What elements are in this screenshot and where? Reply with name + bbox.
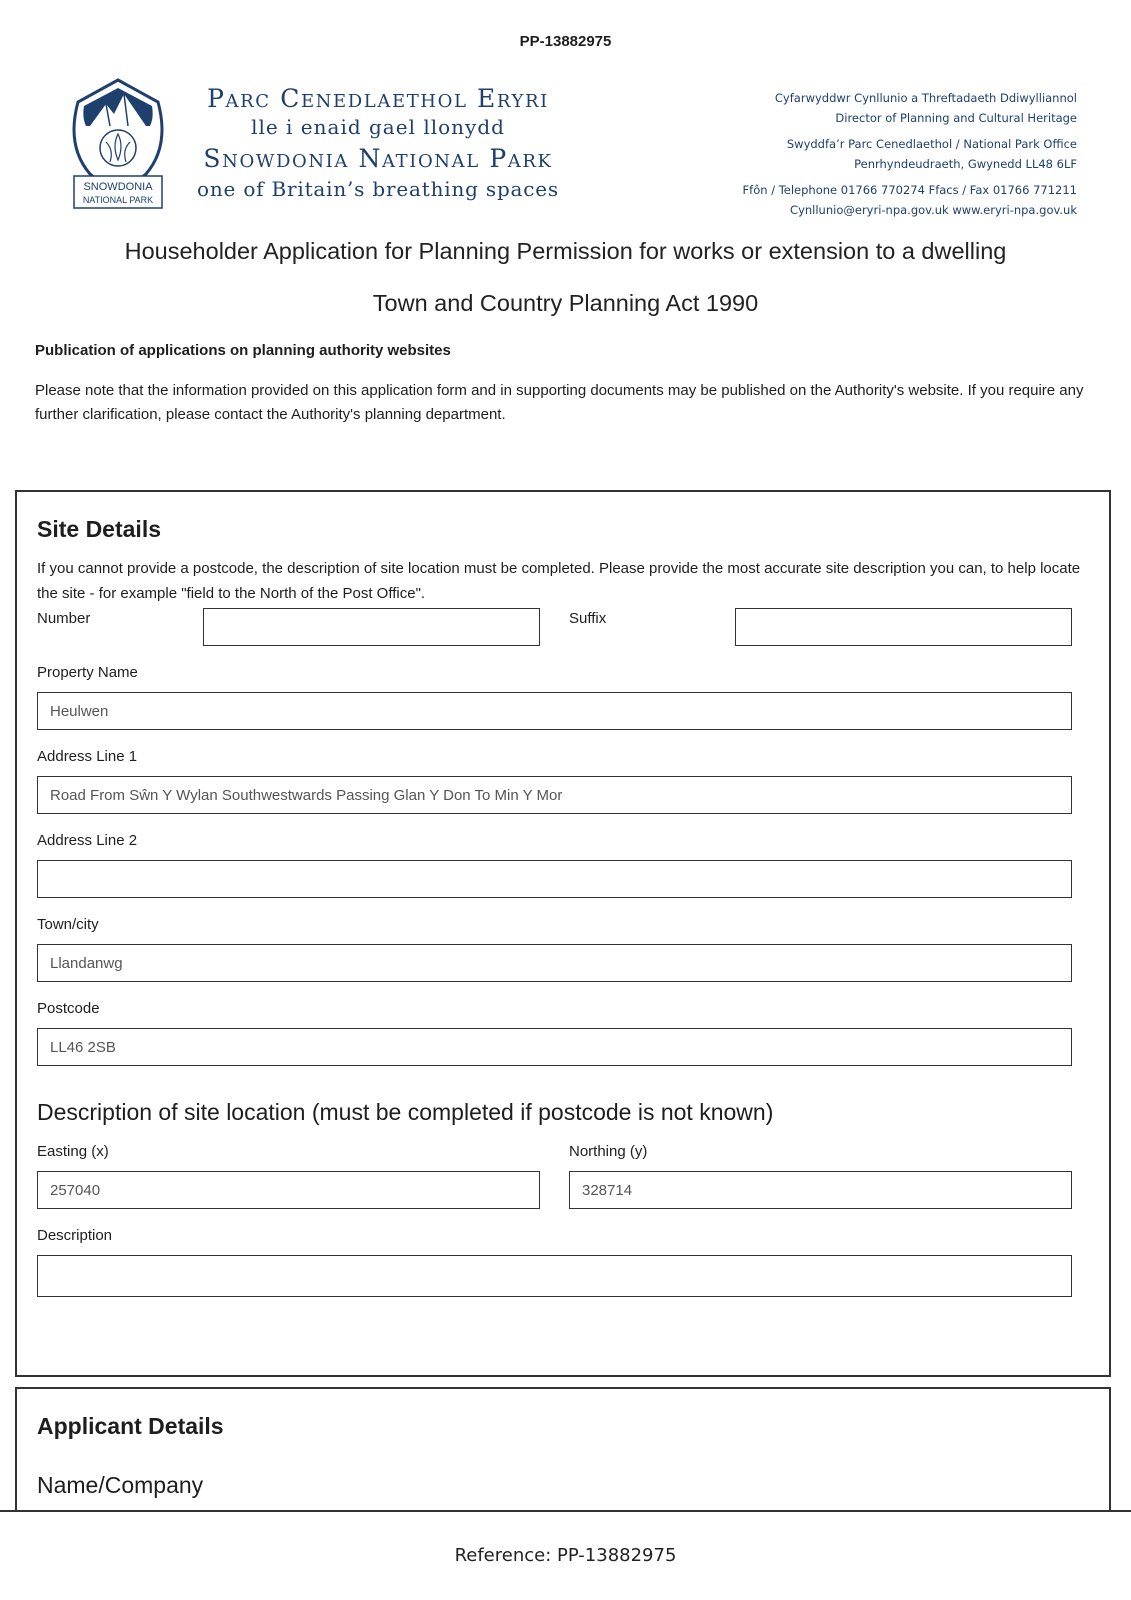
snowdonia-emblem-logo xyxy=(66,76,170,212)
easting-label: Easting (x) xyxy=(37,1143,109,1160)
publication-heading: Publication of applications on planning authority websites xyxy=(35,342,451,359)
site-details-intro: If you cannot provide a postcode, the description of site location must be completed. Please provide the most accurate site description you can, to help locate the site - for example "field to the North of the Post Office". xyxy=(37,560,1081,602)
town-city-field[interactable]: Llandanwg xyxy=(37,944,1072,982)
contact-line: Cyfarwyddwr Cynllunio a Threftadaeth Ddiwylliannol xyxy=(774,91,1077,105)
emblem-label-line1: SNOWDONIA xyxy=(83,181,153,193)
suffix-field[interactable] xyxy=(735,608,1072,646)
applicant-details-title: Applicant Details xyxy=(37,1413,224,1439)
postcode-label: Postcode xyxy=(37,1000,100,1017)
site-details-title: Site Details xyxy=(37,516,161,542)
address-line-2-field[interactable] xyxy=(37,860,1072,898)
property-name-label: Property Name xyxy=(37,664,138,681)
reference-footer: Reference: PP-13882975 xyxy=(454,1545,677,1566)
contact-line: Director of Planning and Cultural Heritage xyxy=(835,111,1077,125)
contact-line: Ffôn / Telephone 01766 770274 Ffacs / Fax 01766 771211 xyxy=(742,183,1077,197)
easting-field[interactable]: 257040 xyxy=(37,1171,540,1209)
contact-line: Cynllunio@eryri-npa.gov.uk www.eryri-npa.gov.uk xyxy=(790,203,1077,217)
contact-block xyxy=(657,88,1077,220)
park-name-welsh: Parc Cenedlaethol Eryri xyxy=(207,84,549,113)
postcode-field[interactable]: LL46 2SB xyxy=(37,1028,1072,1066)
suffix-label: Suffix xyxy=(569,610,607,627)
address-line-2-label: Address Line 2 xyxy=(37,832,138,849)
description-field[interactable] xyxy=(37,1255,1072,1297)
contact-line: Swyddfa’r Parc Cenedlaethol / National Park Office xyxy=(786,137,1077,151)
site-details-section xyxy=(15,490,1111,1377)
form-title: Householder Application for Planning Permission for works or extension to a dwelling xyxy=(124,238,1007,264)
form-subtitle: Town and Country Planning Act 1990 xyxy=(372,290,759,316)
number-label: Number xyxy=(37,610,91,627)
address-line-1-label: Address Line 1 xyxy=(37,748,138,765)
park-name-block xyxy=(188,84,568,202)
description-label: Description xyxy=(37,1227,113,1244)
northing-field[interactable]: 328714 xyxy=(569,1171,1072,1209)
property-name-field[interactable]: Heulwen xyxy=(37,692,1072,730)
reference-number-top: PP-13882975 xyxy=(519,33,612,50)
contact-line: Penrhyndeudraeth, Gwynedd LL48 6LF xyxy=(854,157,1077,171)
park-tagline-english: one of Britain’s breathing spaces xyxy=(197,177,559,201)
park-tagline-welsh: lle i enaid gael llonydd xyxy=(251,115,505,139)
northing-label: Northing (y) xyxy=(569,1143,648,1160)
site-location-title: Description of site location (must be completed if postcode is not known) xyxy=(37,1099,774,1125)
address-line-1-field[interactable]: Road From Sŵn Y Wylan Southwestwards Passing Glan Y Don To Min Y Mor xyxy=(37,776,1072,814)
town-city-label: Town/city xyxy=(37,916,99,933)
number-field[interactable] xyxy=(203,608,540,646)
publication-text: Please note that the information provided on this application form and in supporting documents may be published on the Authority's website. If you require any further clarification, please contact the Authority's planning department. xyxy=(35,382,1084,423)
park-name-english: Snowdonia National Park xyxy=(203,144,553,173)
footer-divider xyxy=(0,1510,1131,1512)
applicant-details-section xyxy=(15,1387,1111,1511)
name-company-title: Name/Company xyxy=(37,1472,204,1498)
emblem-label-line2: NATIONAL PARK xyxy=(82,195,154,205)
